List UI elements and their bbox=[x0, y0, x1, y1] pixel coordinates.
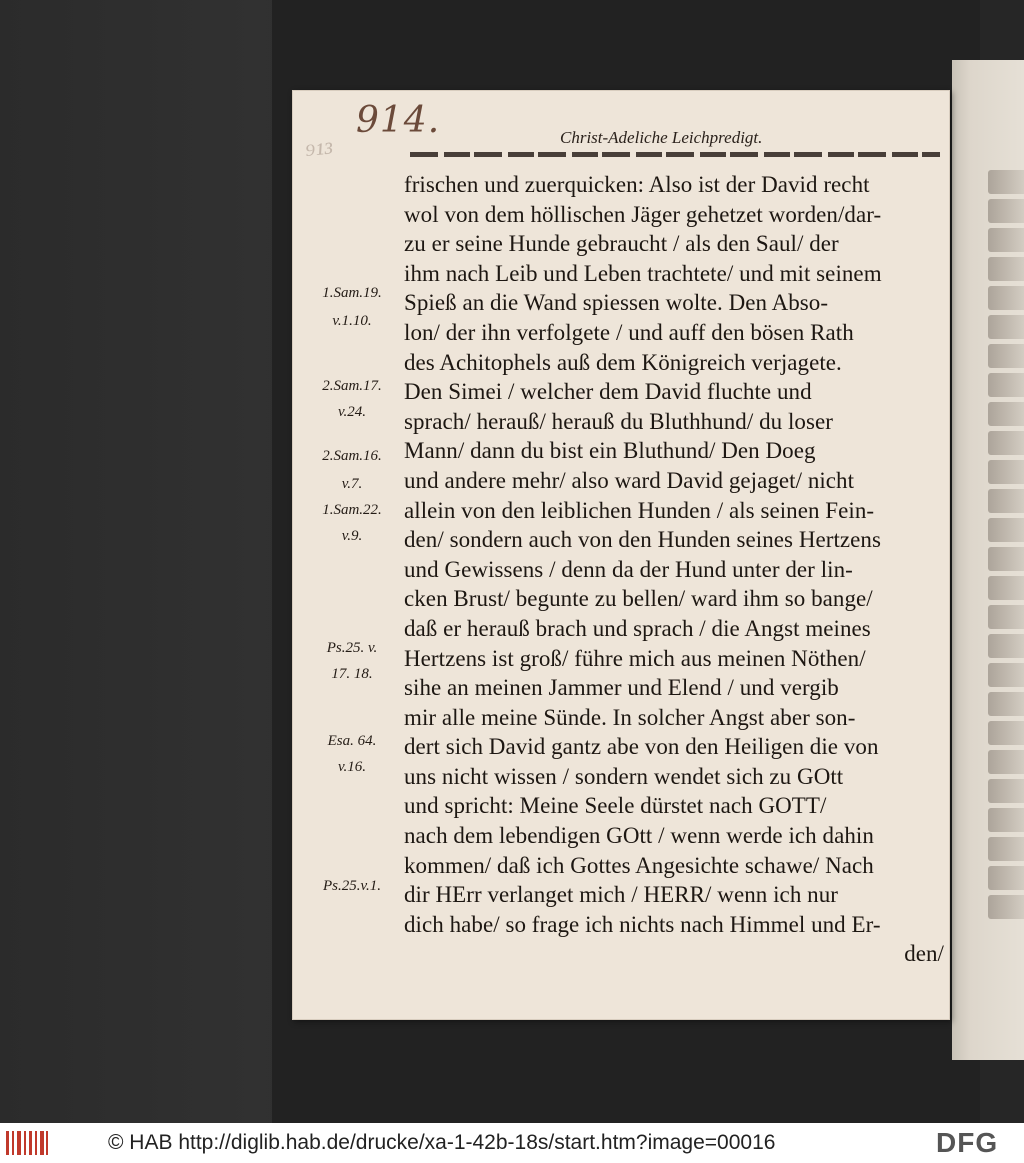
text-line: wol von dem höllischen Jäger gehetzet worden/dar- bbox=[404, 201, 882, 227]
margin-note: Ps.25.v.1. bbox=[322, 878, 382, 894]
footer-bar bbox=[0, 1123, 1024, 1163]
text-line: Mann/ dann du bist ein Bluthund/ Den Doeg bbox=[404, 438, 816, 464]
dfg-logo: DFG bbox=[936, 1127, 999, 1158]
text-line: sprach/ herauß/ herauß du Bluthhund/ du loser bbox=[404, 408, 833, 434]
text-line: nach dem lebendigen GOtt / wenn werde ich dahin bbox=[404, 823, 874, 849]
text-line: ihm nach Leib und Leben trachtete/ und mit seinem bbox=[404, 260, 882, 286]
running-header: Christ-Adeliche Leichpredigt. bbox=[560, 128, 763, 147]
adjacent-page-edge bbox=[952, 60, 1024, 1060]
margin-note: Ps.25. v. bbox=[326, 640, 378, 656]
text-line: frischen und zuerquicken: Also ist der David recht bbox=[404, 172, 870, 197]
text-line: dich habe/ so frage ich nichts nach Himmel und Er- bbox=[404, 911, 881, 937]
text-line: dir HErr verlanget mich / HERR/ wenn ich nur bbox=[404, 882, 838, 908]
faded-old-folio-mark: ⁹¹³ bbox=[304, 136, 335, 171]
margin-note: v.16. bbox=[337, 759, 367, 775]
text-line: Hertzens ist groß/ führe mich aus meinen Nöthen/ bbox=[404, 645, 866, 671]
margin-note: 1.Sam.19. bbox=[322, 285, 382, 301]
library-barcode-icon bbox=[6, 1129, 48, 1157]
margin-note: v.7. bbox=[341, 476, 363, 492]
text-line: uns nicht wissen / sondern wendet sich zu GOtt bbox=[404, 763, 844, 789]
text-line: und andere mehr/ also ward David gejaget/ nicht bbox=[404, 467, 855, 493]
margin-note: 2.Sam.16. bbox=[322, 448, 382, 464]
header-rule bbox=[410, 152, 940, 157]
margin-note: v.9. bbox=[341, 528, 363, 544]
text-line: und spricht: Meine Seele dürstet nach GOTT/ bbox=[404, 793, 827, 819]
text-line: zu er seine Hunde gebraucht / als den Saul/ der bbox=[404, 231, 839, 257]
text-line: cken Brust/ begunte zu bellen/ ward ihm so bange/ bbox=[404, 586, 873, 612]
margin-note: v.24. bbox=[337, 404, 367, 420]
text-line: allein von den leiblichen Hunden / als seinen Fein- bbox=[404, 497, 875, 523]
text-line: Den Simei / welcher dem David fluchte und bbox=[404, 379, 812, 405]
bleed-through-text bbox=[988, 170, 1024, 924]
text-line: daß er herauß brach und sprach / die Angst meines bbox=[404, 615, 871, 641]
margin-note: Esa. 64. bbox=[327, 733, 377, 749]
margin-note: 17. 18. bbox=[331, 666, 373, 682]
text-line: dert sich David gantz abe von den Heiligen die von bbox=[404, 734, 879, 760]
margin-note: 2.Sam.17. bbox=[322, 378, 382, 394]
text-line: und Gewissens / denn da der Hund unter der lin- bbox=[404, 556, 853, 582]
catchword: den/ bbox=[904, 941, 944, 967]
text-line: sihe an meinen Jammer und Elend / und vergib bbox=[404, 675, 839, 701]
text-line: kommen/ daß ich Gottes Angesichte schawe/ Nach bbox=[404, 852, 874, 878]
folio-number: 914. bbox=[356, 100, 441, 141]
text-line: Spieß an die Wand spiessen wolte. Den Abso- bbox=[404, 290, 829, 316]
text-line: lon/ der ihn verfolgete / und auff den bösen Rath bbox=[404, 319, 854, 345]
margin-note: 1.Sam.22. bbox=[322, 502, 382, 518]
text-line: des Achitophels auß dem Königreich verjagete. bbox=[404, 349, 842, 375]
margin-note: v.1.10. bbox=[332, 313, 372, 329]
text-line: mir alle meine Sünde. In solcher Angst aber son- bbox=[404, 704, 856, 730]
text-line: den/ sondern auch von den Hunden seines Hertzens bbox=[404, 527, 881, 553]
body-text bbox=[404, 170, 944, 969]
copyright-link[interactable]: © HAB http://diglib.hab.de/drucke/xa-1-42b-18s/start.htm?image=00016 bbox=[108, 1131, 776, 1154]
